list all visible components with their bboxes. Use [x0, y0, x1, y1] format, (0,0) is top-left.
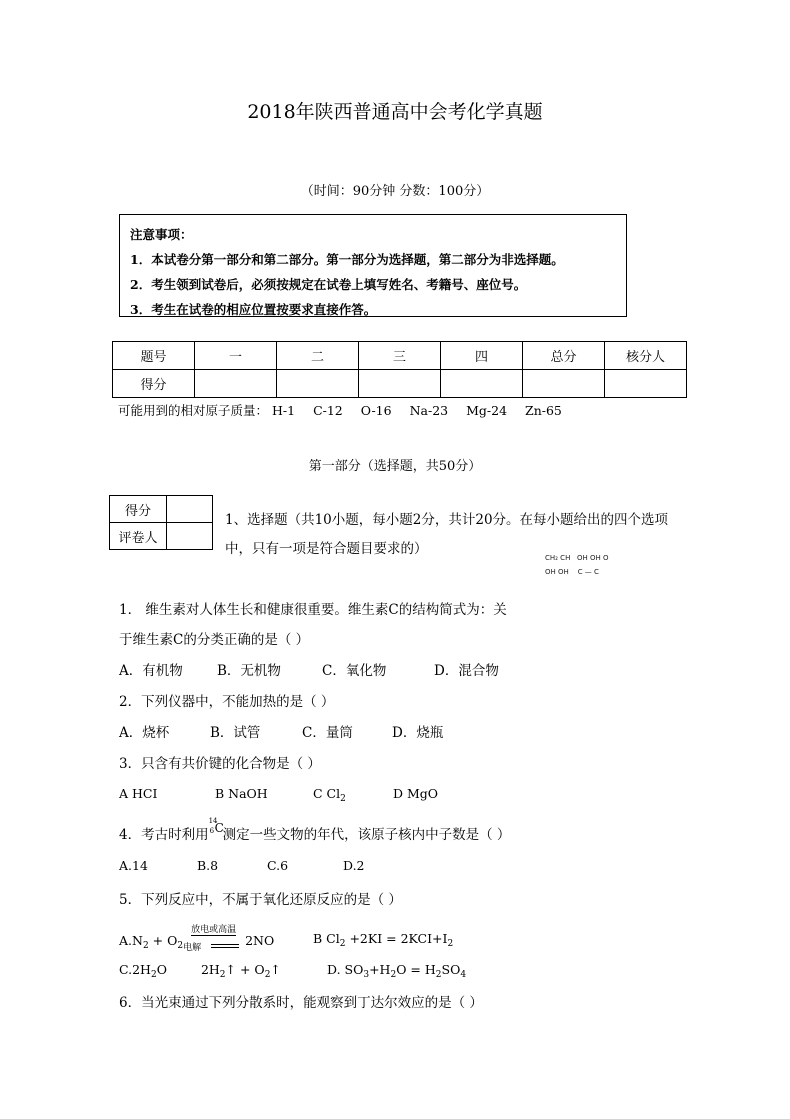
notice-box	[119, 214, 627, 317]
question-6: 6．当光束通过下列分散系时，能观察到丁达尔效应的是（ ）	[119, 995, 483, 1011]
option[interactable]: D MgO	[393, 786, 439, 801]
atomic-mass-value: Mg-24	[466, 403, 508, 418]
atomic-mass-value: H-1	[272, 403, 296, 418]
score-header: 核分人	[605, 342, 687, 370]
option-text: B Cl	[313, 931, 340, 946]
arrow-condition-bottom: 电解	[183, 943, 202, 953]
structure-label: OH OH O	[577, 554, 609, 562]
atomic-mass-value: C-12	[313, 403, 343, 418]
option[interactable]: C.6	[267, 858, 289, 873]
option-text: C.2H	[119, 962, 151, 977]
score-cell[interactable]	[359, 370, 441, 398]
option[interactable]: C．氧化物	[322, 663, 387, 679]
isotope-atomic-number: 6	[209, 827, 215, 835]
score-header: 总分	[523, 342, 605, 370]
question-text: 4．考古时利用	[119, 827, 209, 843]
option-text: +2KI = 2KCI+I	[345, 931, 448, 946]
option-text: A.N	[119, 933, 143, 948]
grader-name-label: 评卷人	[110, 523, 167, 550]
reaction-arrow	[183, 925, 241, 953]
question-1-line1: 1． 维生素对人体生长和健康很重要。维生素C的结构简式为：关	[119, 602, 507, 618]
question-1-line2: 于维生素C的分类正确的是（ ）	[119, 632, 310, 648]
score-cell[interactable]	[441, 370, 523, 398]
option[interactable]: A．烧杯	[119, 725, 170, 741]
isotope-symbol	[208, 817, 224, 839]
score-header: 二	[277, 342, 359, 370]
section-intro: 1、选择题（共10小题，每小题2分，共计20分。在每小题给出的四个选项中，只有一项是符合题目要求的）	[225, 512, 669, 557]
question-3: 3．只含有共价键的化合物是（ ）	[119, 756, 321, 772]
score-row-label: 得分	[113, 370, 195, 398]
option[interactable]: D．烧瓶	[392, 725, 444, 741]
grader-score-cell[interactable]	[167, 496, 213, 523]
option-text: C Cl	[313, 786, 341, 801]
score-cell[interactable]	[605, 370, 687, 398]
atomic-mass-label: 可能用到的相对原子质量：	[118, 403, 269, 418]
score-header: 题号	[113, 342, 195, 370]
exam-info: （时间：90分钟 分数：100分）	[300, 184, 490, 199]
atomic-mass-value: Na-23	[409, 403, 449, 418]
option[interactable]: A HCI	[119, 786, 158, 801]
atomic-mass-value: Zn-65	[525, 403, 562, 418]
option[interactable]: D．混合物	[434, 663, 499, 679]
option[interactable]: B.8	[197, 858, 219, 873]
option[interactable]: C．量筒	[302, 725, 353, 741]
option-text: 2H	[200, 962, 220, 977]
arrow-condition-top: 放电或高温	[191, 922, 236, 936]
question-2: 2．下列仪器中，不能加热的是（ ）	[119, 694, 335, 710]
option[interactable]: D.2	[343, 858, 365, 873]
question-3-options	[119, 786, 438, 804]
score-header: 三	[359, 342, 441, 370]
question-4-options	[119, 858, 365, 873]
question-5-option-d[interactable]: D. $SO_3+H_2O = H_2SO_4$	[327, 962, 467, 980]
question-5: 5．下列反应中，不属于氧化还原反应的是（ ）	[119, 892, 402, 908]
structure-label: C — C	[577, 568, 599, 576]
question-5-option-b[interactable]: B $Cl_2 +2KI = 2KCI+I_2$	[313, 931, 454, 949]
notice-item: 3．考生在试卷的相应位置按要求直接作答。	[130, 302, 377, 317]
option-text: 2NO	[241, 933, 275, 948]
grader-score-label: 得分	[110, 496, 167, 523]
score-table	[112, 341, 687, 398]
question-5-option-c[interactable]: $C.2H_2O$ $2H_2↑$ + $O_2↑$	[119, 962, 281, 980]
score-header: 四	[441, 342, 523, 370]
option[interactable]: B．无机物	[217, 663, 281, 679]
atomic-mass-value: O-16	[360, 403, 392, 418]
option-text: D. SO	[327, 962, 364, 977]
option-text: +H	[369, 962, 391, 977]
question-2-options	[119, 721, 443, 741]
page-title: 2018年陕西普通高中会考化学真题	[247, 101, 543, 123]
question-4	[119, 817, 511, 843]
grader-table	[109, 495, 213, 550]
option[interactable]: B NaOH	[215, 786, 268, 801]
score-header: 一	[195, 342, 277, 370]
option-text: O	[156, 962, 167, 977]
vitamin-c-structure	[545, 551, 609, 579]
score-cell[interactable]	[523, 370, 605, 398]
notice-heading: 注意事项：	[130, 227, 193, 242]
option-text: SO	[441, 962, 461, 977]
option[interactable]: C $Cl_2$	[313, 786, 346, 804]
score-cell[interactable]	[195, 370, 277, 398]
part1-title: 第一部分（选择题，共50分）	[308, 459, 482, 474]
isotope-mass-number: 14	[208, 817, 218, 825]
option-text: O = H	[396, 962, 436, 977]
option-text: + O	[148, 933, 178, 948]
option[interactable]: A．有机物	[119, 663, 183, 679]
grader-name-cell[interactable]	[167, 523, 213, 550]
option[interactable]: A.14	[119, 858, 148, 873]
structure-label: CH₂ CH	[545, 554, 571, 562]
notice-item: 1．本试卷分第一部分和第二部分。第一部分为选择题，第二部分为非选择题。	[130, 252, 564, 267]
question-1-options	[119, 659, 499, 679]
question-text: 测定一些文物的年代，该原子核内中子数是（ ）	[222, 827, 511, 843]
option-text: ↑ + O	[225, 962, 265, 977]
notice-item: 2．考生领到试卷后，必须按规定在试卷上填写姓名、考籍号、座位号。	[130, 277, 527, 292]
atomic-mass-line	[118, 401, 576, 419]
isotope-element: C	[214, 821, 224, 835]
question-5-option-a[interactable]: $A.N_2 + O_2$ 放电或高温 电解 2NO	[119, 931, 274, 951]
structure-label: OH OH	[545, 568, 569, 576]
option[interactable]: B．试管	[210, 725, 261, 741]
equals-sign-icon	[211, 944, 239, 948]
score-cell[interactable]	[277, 370, 359, 398]
option-text: ↑	[270, 962, 281, 977]
